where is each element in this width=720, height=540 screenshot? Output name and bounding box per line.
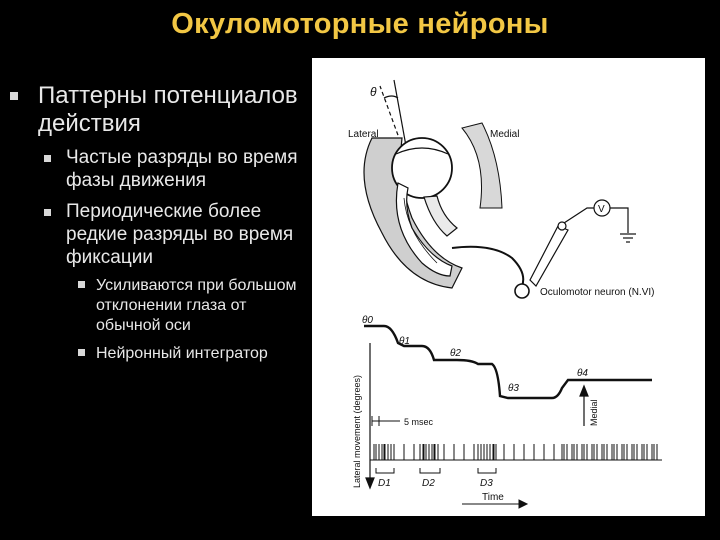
theta-1: θ1 [399,336,410,347]
graph-y-axis [366,343,374,488]
optic-nerve [424,196,457,236]
discharge-d2: D2 [422,478,435,489]
medial-arrow [580,386,588,426]
y-axis-label: Lateral movement (degrees) [352,374,362,488]
time-scale-bar [372,416,400,426]
discharge-d1: D1 [378,478,391,489]
recording-electrode [530,222,568,286]
theta-0: θ0 [362,315,373,326]
voltmeter-label: V [598,204,605,215]
abducens-nerve [452,247,523,286]
theta-3: θ3 [508,383,519,394]
time-label: Time [482,492,504,503]
discharge-brackets [376,468,496,473]
bullet-marker [44,155,51,162]
medial-label: Medial [490,129,520,140]
spike-train [374,444,657,460]
bullet-frequent-discharges: Частые разряды во время фазы движения [66,147,298,191]
neuron-label: Oculomotor neuron (N.VI) [540,287,655,298]
slide-title: Окуломоторные нейроны [171,8,549,40]
bullet-marker [10,92,18,100]
theta-4: θ4 [577,368,588,379]
bullet-marker [78,349,85,356]
bullet-marker [78,281,85,288]
bullet-amplified-deviation: Усиливаются при большом отклонении глаза от обычной оси [96,277,297,334]
medial-axis-label: Medial [589,399,599,426]
bullet-action-potential-patterns: Паттерны потенциалов действия [38,82,298,137]
neuron-soma-icon [515,284,529,298]
discharge-d3: D3 [480,478,493,489]
bullet-neural-integrator: Нейронный интегратор [96,345,268,362]
theta-label: θ [370,85,377,99]
bullet-marker [44,209,51,216]
lateral-label: Lateral [348,129,379,140]
oculomotor-figure [312,58,705,516]
bullet-periodic-discharges: Периодические более редкие разряды во время фиксации [66,201,294,268]
scale-label: 5 msec [404,417,434,427]
theta-2: θ2 [450,348,461,359]
